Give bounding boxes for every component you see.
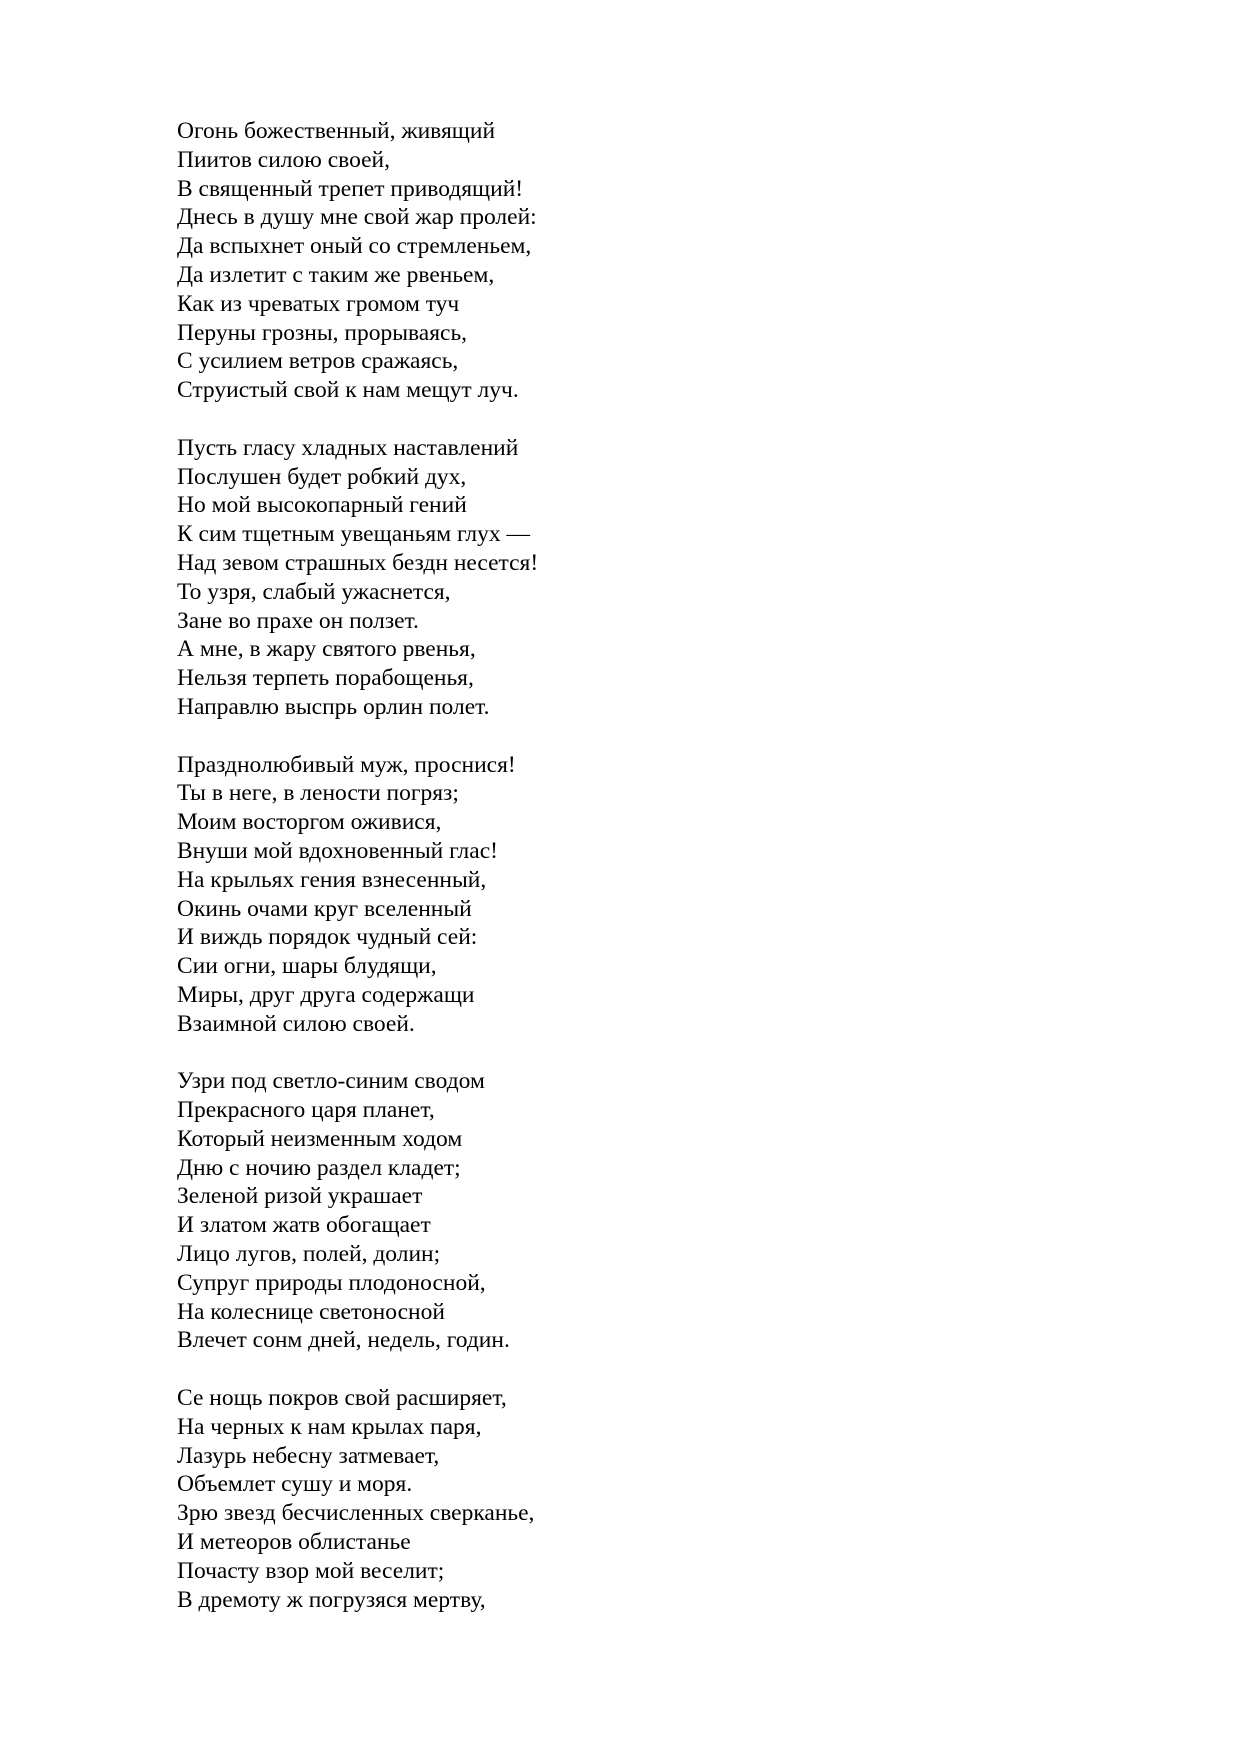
poem-line: Над зевом страшных бездн несется! <box>177 549 539 576</box>
poem-line: Перуны грозны, прорываясь, <box>177 319 468 346</box>
poem-line: Направлю выспрь орлин полет. <box>177 693 490 720</box>
poem-text <box>177 117 1077 1643</box>
poem-line: На колеснице светоносной <box>177 1298 445 1325</box>
poem-line: На крыльях гения взнесенный, <box>177 866 487 893</box>
poem-line: Празднолюбивый муж, проснися! <box>177 751 516 778</box>
poem-line: На черных к нам крылах паря, <box>177 1413 482 1440</box>
stanza-4 <box>177 1067 1077 1355</box>
poem-line: Зеленой ризой украшает <box>177 1183 423 1210</box>
poem-line: И метеоров облистанье <box>177 1529 411 1556</box>
poem-line: Окинь очами круг вселенный <box>177 895 472 922</box>
poem-line: Зрю звезд бесчисленных сверканье, <box>177 1500 535 1527</box>
poem-line: Да вспыхнет оный со стремленьем, <box>177 233 532 260</box>
poem-line: Зане во прахе он ползет. <box>177 607 419 634</box>
poem-line: Как из чреватых громом туч <box>177 290 460 317</box>
poem-line: Супруг природы плодоносной, <box>177 1269 486 1296</box>
poem-line: Струистый свой к нам мещут луч. <box>177 377 519 404</box>
poem-line: Сии огни, шары блудящи, <box>177 953 437 980</box>
poem-line: Лазурь небесну затмевает, <box>177 1442 440 1469</box>
poem-line: Внуши мой вдохновенный глас! <box>177 837 498 864</box>
poem-line: Пиитов силою своей, <box>177 146 391 173</box>
stanza-1 <box>177 117 1077 405</box>
poem-line: Да излетит с таким же рвеньем, <box>177 261 495 288</box>
poem-line: Взаимной силою своей. <box>177 1010 415 1037</box>
poem-line: И виждь порядок чудный сей: <box>177 924 478 951</box>
poem-line: А мне, в жару святого рвенья, <box>177 636 476 663</box>
stanza-3 <box>177 751 1077 1039</box>
poem-line: То узря, слабый ужаснется, <box>177 578 451 605</box>
poem-line: К сим тщетным увещаньям глух — <box>177 521 531 548</box>
poem-line: Влечет сонм дней, недель, годин. <box>177 1327 510 1354</box>
poem-line: Пусть гласу хладных наставлений <box>177 434 519 461</box>
poem-line: Се нощь покров свой расширяет, <box>177 1385 507 1412</box>
poem-line: С усилием ветров сражаясь, <box>177 348 459 375</box>
poem-line: Прекрасного царя планет, <box>177 1097 435 1124</box>
poem-line: Который неизменным ходом <box>177 1125 463 1152</box>
poem-line: В дремоту ж погрузяся мертву, <box>177 1586 486 1613</box>
poem-line: Дню с ночию раздел кладет; <box>177 1154 461 1181</box>
poem-line: И златом жатв обогащает <box>177 1212 431 1239</box>
poem-line: В священный трепет приводящий! <box>177 175 524 202</box>
poem-line: Послушен будет робкий дух, <box>177 463 467 490</box>
poem-line: Объемлет сушу и моря. <box>177 1471 413 1498</box>
poem-line: Днесь в душу мне свой жар пролей: <box>177 204 537 231</box>
poem-line: Узри под светло-синим сводом <box>177 1068 485 1095</box>
poem-line: Лицо лугов, полей, долин; <box>177 1241 441 1268</box>
stanza-2 <box>177 434 1077 722</box>
poem-line: Почасту взор мой веселит; <box>177 1557 445 1584</box>
poem-line: Миры, друг друга содержащи <box>177 981 475 1008</box>
poem-line: Нельзя терпеть порабощенья, <box>177 665 474 692</box>
poem-line: Моим восторгом оживися, <box>177 809 442 836</box>
poem-line: Ты в неге, в лености погряз; <box>177 780 459 807</box>
poem-line: Огонь божественный, живящий <box>177 118 496 144</box>
stanza-5 <box>177 1384 1077 1614</box>
poem-line: Но мой высокопарный гений <box>177 492 467 519</box>
